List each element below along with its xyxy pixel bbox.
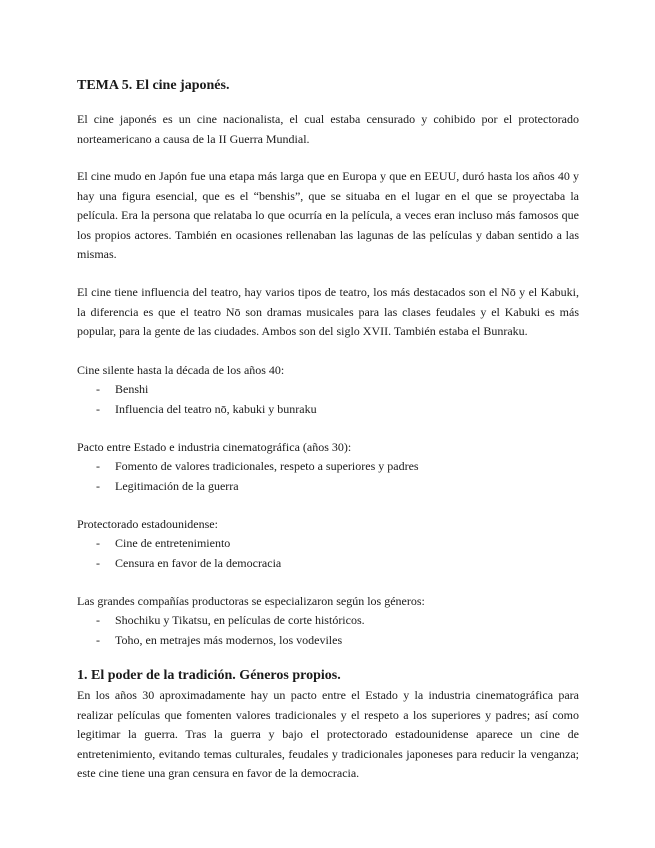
list-item (77, 477, 419, 497)
list-productoras (77, 611, 365, 650)
list-item-text: Censura en favor de la democracia (115, 555, 282, 570)
list-cine-silente (77, 380, 317, 419)
list-protectorado (77, 534, 281, 573)
dash-bullet: - (96, 382, 100, 396)
section-heading: 1. El poder de la tradición. Géneros propios. (77, 668, 341, 683)
dash-bullet: - (96, 555, 100, 570)
list-item-text: Influencia del teatro nō, kabuki y bunraku (115, 401, 317, 416)
paragraph-section-1: En los años 30 aproximadamente hay un pacto entre el Estado y la industria cinematográfica para realizar películas que fomenten valores tradicionales y el respeto a los superiores y padres; así como legitimar la guerra. Tras la guerra y bajo el protectorado estadounidense aparece un cine de entretenimiento, evitando temas culturales, feudales y tradicionales japoneses para reducir la venganza; este cine tiene una gran censura en favor de la democracia. (77, 688, 579, 780)
list-item (77, 457, 419, 477)
list-item-text: Toho, en metrajes más modernos, los vodeviles (115, 632, 343, 647)
list-label-protectorado: Protectorado estadounidense: (77, 517, 218, 531)
list-item-text: Legitimación de la guerra (115, 478, 239, 493)
paragraph-cine-mudo: El cine mudo en Japón fue una etapa más larga que en Europa y que en EEUU, duró hasta los años 40 y hay una figura esencial, que es el “benshis”, que se situaba en el lugar en el que se proyectaba la película. Era la persona que relataba lo que ocurría en la película, a veces eran incluso más famosos que los propios actores. También en ocasiones rellenaban las lagunas de las películas y daban sentido a las mismas. (77, 169, 579, 261)
document-title: TEMA 5. El cine japonés. (77, 78, 230, 93)
list-item (77, 631, 365, 651)
dash-bullet: - (96, 536, 100, 550)
list-item (77, 380, 317, 400)
list-item (77, 534, 281, 554)
dash-bullet: - (96, 401, 100, 416)
list-label-pacto: Pacto entre Estado e industria cinematográfica (años 30): (77, 440, 352, 454)
list-label-productoras: Las grandes compañías productoras se especializaron según los géneros: (77, 594, 425, 608)
list-item (77, 554, 281, 574)
dash-bullet: - (96, 478, 100, 493)
paragraph-intro: El cine japonés es un cine nacionalista, el cual estaba censurado y cohibido por el protectorado norteamericano a causa de la II Guerra Mundial. (77, 112, 579, 146)
dash-bullet: - (96, 459, 100, 473)
list-item-text: Fomento de valores tradicionales, respeto a superiores y padres (115, 459, 419, 473)
dash-bullet: - (96, 613, 100, 627)
list-item-text: Benshi (115, 382, 149, 396)
list-item-text: Cine de entretenimiento (115, 536, 231, 550)
paragraph-teatro: El cine tiene influencia del teatro, hay varios tipos de teatro, los más destacados son el Nō y el Kabuki, la diferencia es que el teatro Nō son dramas musicales para las clases feudales y el Kabuki es más popular, para la gente de las ciudades. Ambos son del siglo XVII. También estaba el Bunraku. (77, 285, 579, 338)
list-label-cine-silente: Cine silente hasta la década de los años 40: (77, 363, 285, 377)
list-item (77, 611, 365, 631)
dash-bullet: - (96, 632, 100, 647)
list-item-text: Shochiku y Tikatsu, en películas de corte históricos. (115, 613, 365, 627)
list-pacto (77, 457, 419, 496)
list-item (77, 400, 317, 420)
